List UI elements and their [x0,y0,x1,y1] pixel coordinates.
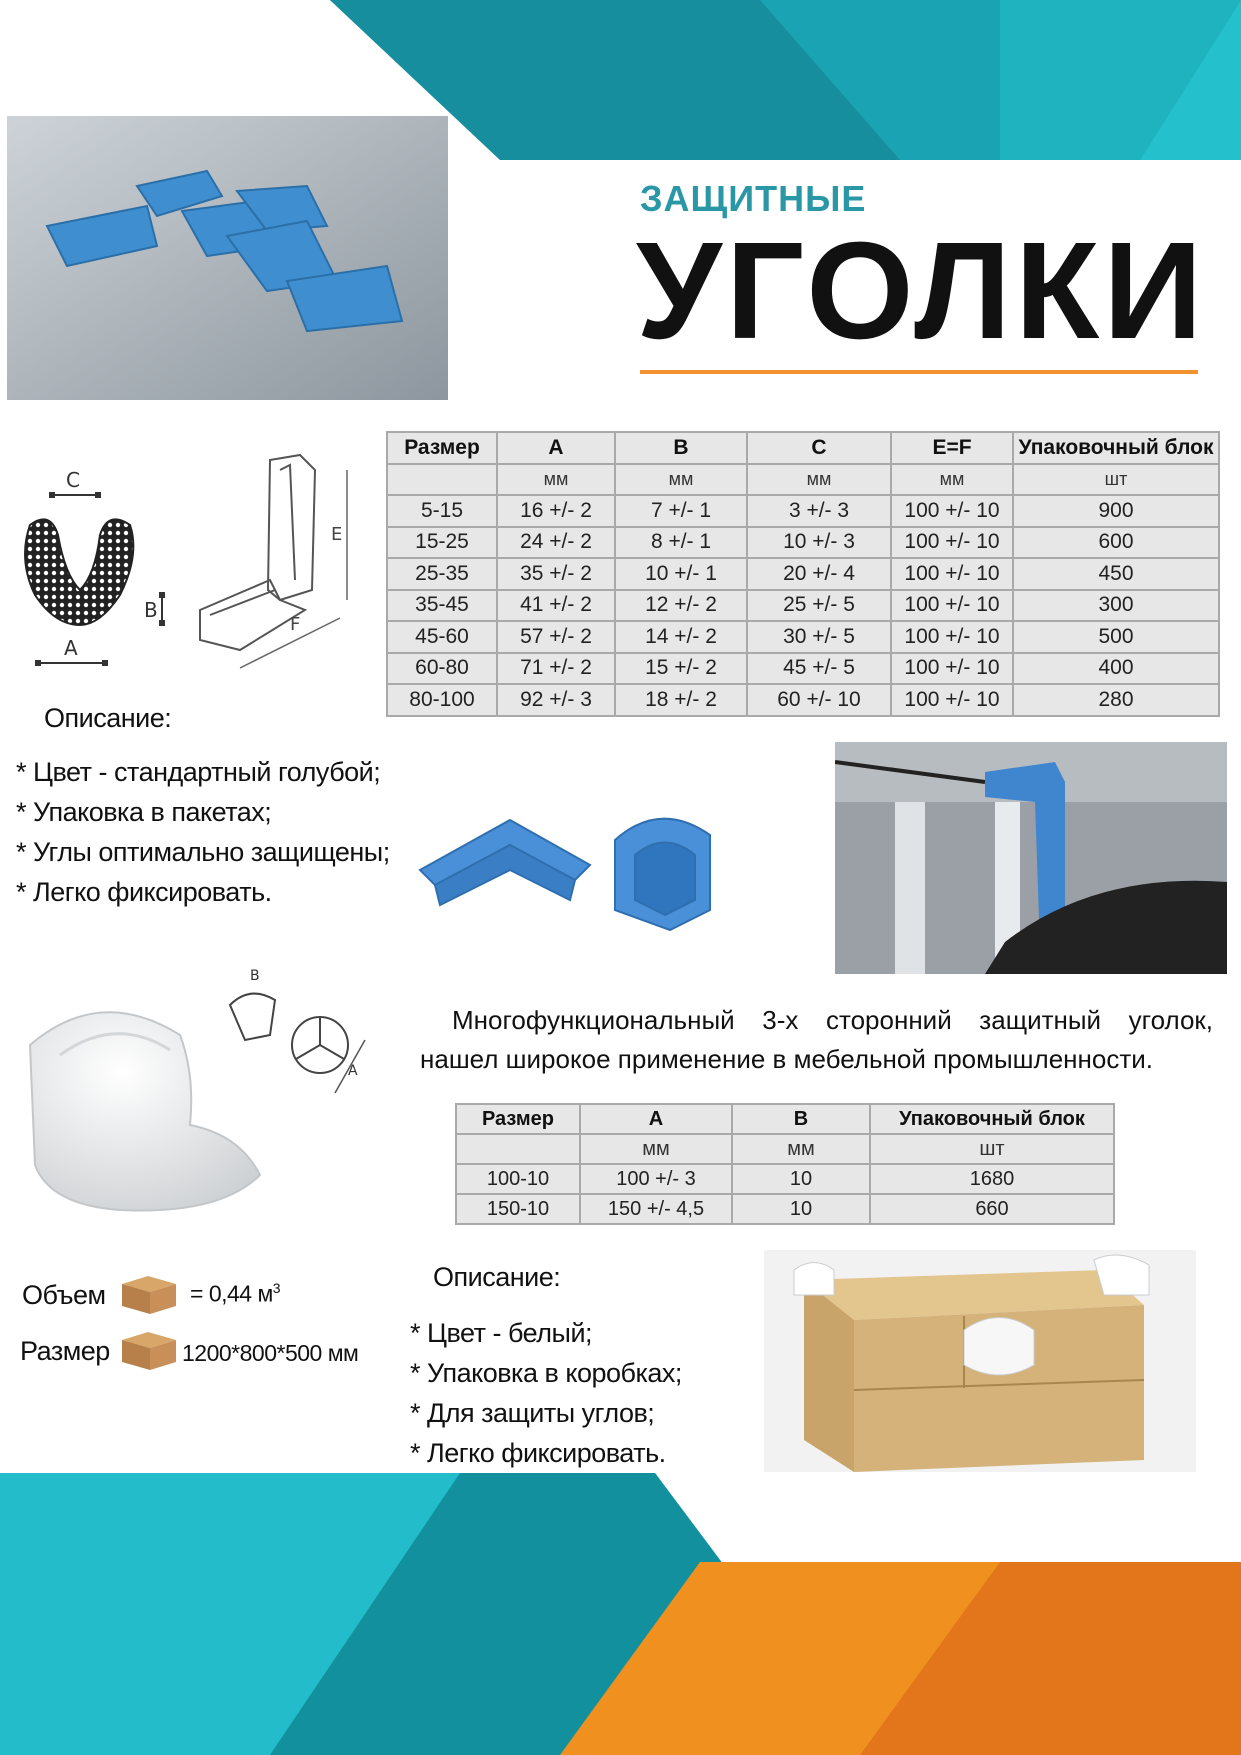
table-header-cell: B [732,1104,870,1134]
table-row [387,527,1219,559]
table-cell: мм [615,464,747,496]
table-cell: 14 +/- 2 [615,621,747,653]
volume-exponent: 3 [272,1280,281,1296]
table-cell: 60 +/- 10 [747,684,891,716]
table-header-row [456,1104,1114,1134]
table-cell: 100 +/- 10 [891,527,1013,559]
table-cell: 450 [1013,558,1219,590]
u-profile-diagram [10,465,170,675]
table-units-row [387,464,1219,496]
description-item: * Для защиты углов; [410,1398,655,1428]
table-cell: 25-35 [387,558,497,590]
label-e: E [331,524,343,545]
label-c: C [66,468,80,492]
table-row [387,653,1219,685]
table-row [456,1164,1114,1194]
table-cell: 600 [1013,527,1219,559]
paragraph-line-1: Многофункциональный 3-х сторонний защитный уголок, [452,1005,1213,1035]
table-cell: 80-100 [387,684,497,716]
box-icon [118,1268,180,1316]
table-cell: 7 +/- 1 [615,495,747,527]
table-cell: 5-15 [387,495,497,527]
table-row [456,1194,1114,1224]
table-header-cell: Упаковочный блок [1013,432,1219,464]
table-cell: 400 [1013,653,1219,685]
table-cell: мм [747,464,891,496]
table-cell: 10 +/- 1 [615,558,747,590]
description-heading-1: Описание: [44,703,172,733]
description-heading-2: Описание: [433,1262,561,1292]
table-cell: 300 [1013,590,1219,622]
box-icon [118,1324,180,1372]
table-cell: 100 +/- 10 [891,653,1013,685]
table-header-cell: B [615,432,747,464]
table-cell: 100-10 [456,1164,580,1194]
table-header-cell: A [580,1104,732,1134]
table-units-row [456,1134,1114,1164]
blue-corners-photo [7,116,448,400]
table-cell: 60-80 [387,653,497,685]
table-cell: 660 [870,1194,1114,1224]
table-row [387,495,1219,527]
table-cell: 100 +/- 10 [891,495,1013,527]
size-value: 1200*800*500 мм [182,1340,359,1366]
table-cell: мм [732,1134,870,1164]
table-cell: 100 +/- 3 [580,1164,732,1194]
description-item: * Углы оптимально защищены; [16,837,390,867]
table-row [387,590,1219,622]
table-cell: 57 +/- 2 [497,621,615,653]
table-cell: 15-25 [387,527,497,559]
table-row [387,621,1219,653]
table-cell: 100 +/- 10 [891,684,1013,716]
description-item: * Легко фиксировать. [410,1438,666,1468]
page-title: УГОЛКИ [636,214,1207,368]
table-row [387,684,1219,716]
table-header-cell: A [497,432,615,464]
description-item: * Легко фиксировать. [16,877,272,907]
table-cell [456,1134,580,1164]
volume-value-text: = 0,44 м [190,1280,273,1307]
table-header-row [387,432,1219,464]
table-cell: 150-10 [456,1194,580,1224]
blue-corner-pieces-image [410,780,800,960]
table-cell: 35 +/- 2 [497,558,615,590]
table-header-cell: Упаковочный блок [870,1104,1114,1134]
table-cell: 100 +/- 10 [891,558,1013,590]
table-cell: 1680 [870,1164,1114,1194]
table-cell: 24 +/- 2 [497,527,615,559]
table-header-cell: C [747,432,891,464]
table-cell: 280 [1013,684,1219,716]
description-item: * Цвет - стандартный голубой; [16,757,381,787]
corner-on-glass-photo [835,742,1227,974]
table-cell: шт [870,1134,1114,1164]
table-cell: 10 [732,1164,870,1194]
table-cell: 41 +/- 2 [497,590,615,622]
label-f: F [290,614,301,635]
label-a2: A [348,1063,358,1079]
table-cell: мм [580,1134,732,1164]
table-cell: 30 +/- 5 [747,621,891,653]
dresser-with-corners-photo [764,1250,1196,1472]
table-header-cell: E=F [891,432,1013,464]
corner-perspective-diagram [180,440,360,672]
product-description-paragraph [420,1002,1213,1039]
paragraph-line-2: нашел широкое применение в мебельной промышленности. [420,1044,1154,1074]
spec-table-2 [455,1103,1115,1225]
size-label: Размер [20,1336,110,1366]
table-cell: 10 [732,1194,870,1224]
table-cell: 92 +/- 3 [497,684,615,716]
table-cell: 20 +/- 4 [747,558,891,590]
label-a: A [64,636,78,660]
table-cell: 100 +/- 10 [891,621,1013,653]
table-cell: 900 [1013,495,1219,527]
table-cell: 35-45 [387,590,497,622]
table-row [387,558,1219,590]
table-cell: 500 [1013,621,1219,653]
label-b: B [144,598,158,622]
table-cell: 100 +/- 10 [891,590,1013,622]
table-cell: мм [891,464,1013,496]
table-cell: 45 +/- 5 [747,653,891,685]
table-cell: 150 +/- 4,5 [580,1194,732,1224]
volume-label: Объем [22,1280,106,1310]
description-item: * Цвет - белый; [410,1318,593,1348]
label-b2: B [250,968,260,984]
corner-profile-diagram [220,965,380,1095]
table-cell: 18 +/- 2 [615,684,747,716]
table-cell: шт [1013,464,1219,496]
table-cell: 3 +/- 3 [747,495,891,527]
page-subtitle: ЗАЩИТНЫЕ [640,178,867,219]
description-item: * Упаковка в коробках; [410,1358,682,1388]
table-cell: 15 +/- 2 [615,653,747,685]
table-cell: 8 +/- 1 [615,527,747,559]
table-cell [387,464,497,496]
table-header-cell: Размер [387,432,497,464]
table-cell: 25 +/- 5 [747,590,891,622]
spec-table-1 [386,431,1220,717]
table-header-cell: Размер [456,1104,580,1134]
table-cell: 71 +/- 2 [497,653,615,685]
table-cell: 45-60 [387,621,497,653]
table-cell: 16 +/- 2 [497,495,615,527]
table-cell: 12 +/- 2 [615,590,747,622]
table-cell: мм [497,464,615,496]
description-item: * Упаковка в пакетах; [16,797,272,827]
volume-value [190,1280,280,1308]
table-cell: 10 +/- 3 [747,527,891,559]
title-underline [640,370,1198,374]
